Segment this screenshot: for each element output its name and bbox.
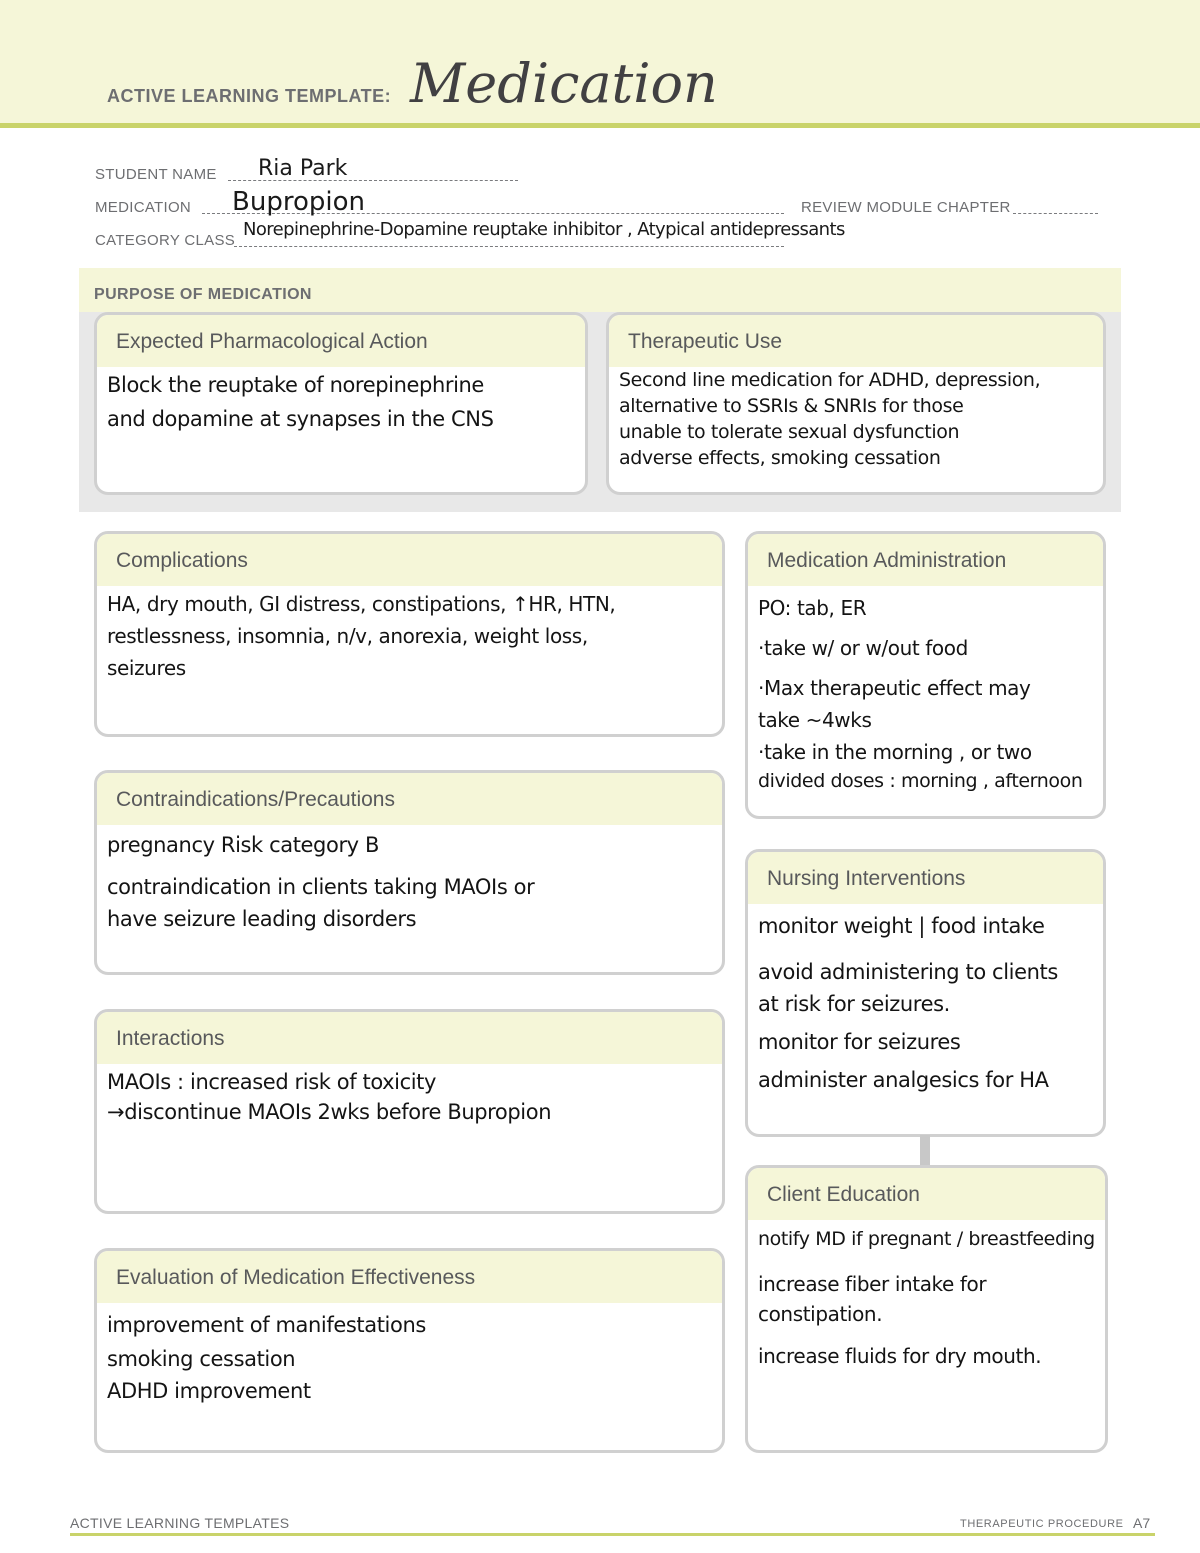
note-line: notify MD if pregnant / breastfeeding xyxy=(758,1228,1095,1250)
interactions-title: Interactions xyxy=(97,1012,722,1064)
note-line: HA, dry mouth, GI distress, constipations, ↑HR, HTN, xyxy=(107,592,616,616)
expected-action-title: Expected Pharmacological Action xyxy=(97,315,585,367)
note-line: and dopamine at synapses in the CNS xyxy=(107,407,494,431)
note-line: ·take in the morning , or two xyxy=(758,740,1032,764)
evaluation-title: Evaluation of Medication Effectiveness xyxy=(97,1251,722,1303)
note-line: MAOIs : increased risk of toxicity xyxy=(107,1070,437,1094)
contraindications-card[interactable] xyxy=(94,770,725,975)
therapeutic-use-card[interactable] xyxy=(606,312,1106,495)
therapeutic-use-title: Therapeutic Use xyxy=(609,315,1103,367)
note-line: ADHD improvement xyxy=(107,1379,311,1403)
note-line: Second line medication for ADHD, depression, xyxy=(619,369,1041,391)
footer-left: ACTIVE LEARNING TEMPLATES xyxy=(70,1515,290,1531)
category-class-line xyxy=(234,245,784,247)
note-line: take ~4wks xyxy=(758,708,872,732)
header-rule xyxy=(0,123,1200,128)
medication-value[interactable]: Bupropion xyxy=(232,187,365,217)
administration-card[interactable] xyxy=(745,531,1106,819)
note-line: contraindication in clients taking MAOIs or xyxy=(107,875,535,899)
footer-right: THERAPEUTIC PROCEDURE xyxy=(960,1518,1124,1530)
note-line: divided doses : morning , afternoon xyxy=(758,770,1083,792)
purpose-label: PURPOSE OF MEDICATION xyxy=(94,286,312,303)
client-education-card[interactable] xyxy=(745,1165,1108,1453)
medication-label: MEDICATION xyxy=(95,199,192,216)
note-line: PO: tab, ER xyxy=(758,596,867,620)
note-line: pregnancy Risk category B xyxy=(107,833,379,857)
template-label: ACTIVE LEARNING TEMPLATE: xyxy=(107,86,392,106)
note-line: constipation. xyxy=(758,1302,883,1326)
page-title: Medication xyxy=(410,52,718,115)
client-education-title: Client Education xyxy=(748,1168,1105,1220)
note-line: increase fluids for dry mouth. xyxy=(758,1344,1042,1368)
note-line: →discontinue MAOIs 2wks before Bupropion xyxy=(107,1100,552,1124)
note-line: Block the reuptake of norepinephrine xyxy=(107,373,484,397)
note-line: monitor weight | food intake xyxy=(758,914,1045,938)
complications-card[interactable] xyxy=(94,531,725,737)
student-name-label: STUDENT NAME xyxy=(95,166,217,183)
complications-title: Complications xyxy=(97,534,722,586)
note-line: have seizure leading disorders xyxy=(107,907,417,931)
note-line: at risk for seizures. xyxy=(758,992,950,1016)
student-name-value[interactable]: Ria Park xyxy=(258,156,348,181)
note-line: restlessness, insomnia, n/v, anorexia, weight loss, xyxy=(107,624,588,648)
note-line: increase fiber intake for xyxy=(758,1272,987,1296)
note-line: avoid administering to clients xyxy=(758,960,1058,984)
connector-bar xyxy=(920,1135,930,1167)
evaluation-card[interactable] xyxy=(94,1248,725,1453)
interactions-card[interactable] xyxy=(94,1009,725,1214)
contraindications-title: Contraindications/Precautions xyxy=(97,773,722,825)
note-line: adverse effects, smoking cessation xyxy=(619,447,941,469)
category-class-label: CATEGORY CLASS xyxy=(95,232,236,249)
note-line: ·Max therapeutic effect may xyxy=(758,676,1031,700)
note-line: ·take w/ or w/out food xyxy=(758,636,968,660)
review-module-label: REVIEW MODULE CHAPTER xyxy=(801,199,1011,216)
administration-title: Medication Administration xyxy=(748,534,1103,586)
note-line: seizures xyxy=(107,656,186,680)
note-line: smoking cessation xyxy=(107,1347,296,1371)
note-line: improvement of manifestations xyxy=(107,1313,426,1337)
page-number: A7 xyxy=(1133,1515,1151,1531)
nursing-interventions-card[interactable] xyxy=(745,849,1106,1137)
footer-rule xyxy=(70,1533,1155,1536)
note-line: alternative to SSRIs & SNRIs for those xyxy=(619,395,964,417)
review-module-line[interactable] xyxy=(1013,212,1098,214)
category-class-value[interactable]: Norepinephrine-Dopamine reuptake inhibitor , Atypical antidepressants xyxy=(243,219,845,240)
note-line: unable to tolerate sexual dysfunction xyxy=(619,421,960,443)
nursing-interventions-title: Nursing Interventions xyxy=(748,852,1103,904)
expected-action-card[interactable] xyxy=(94,312,588,495)
note-line: monitor for seizures xyxy=(758,1030,961,1054)
note-line: administer analgesics for HA xyxy=(758,1068,1049,1092)
